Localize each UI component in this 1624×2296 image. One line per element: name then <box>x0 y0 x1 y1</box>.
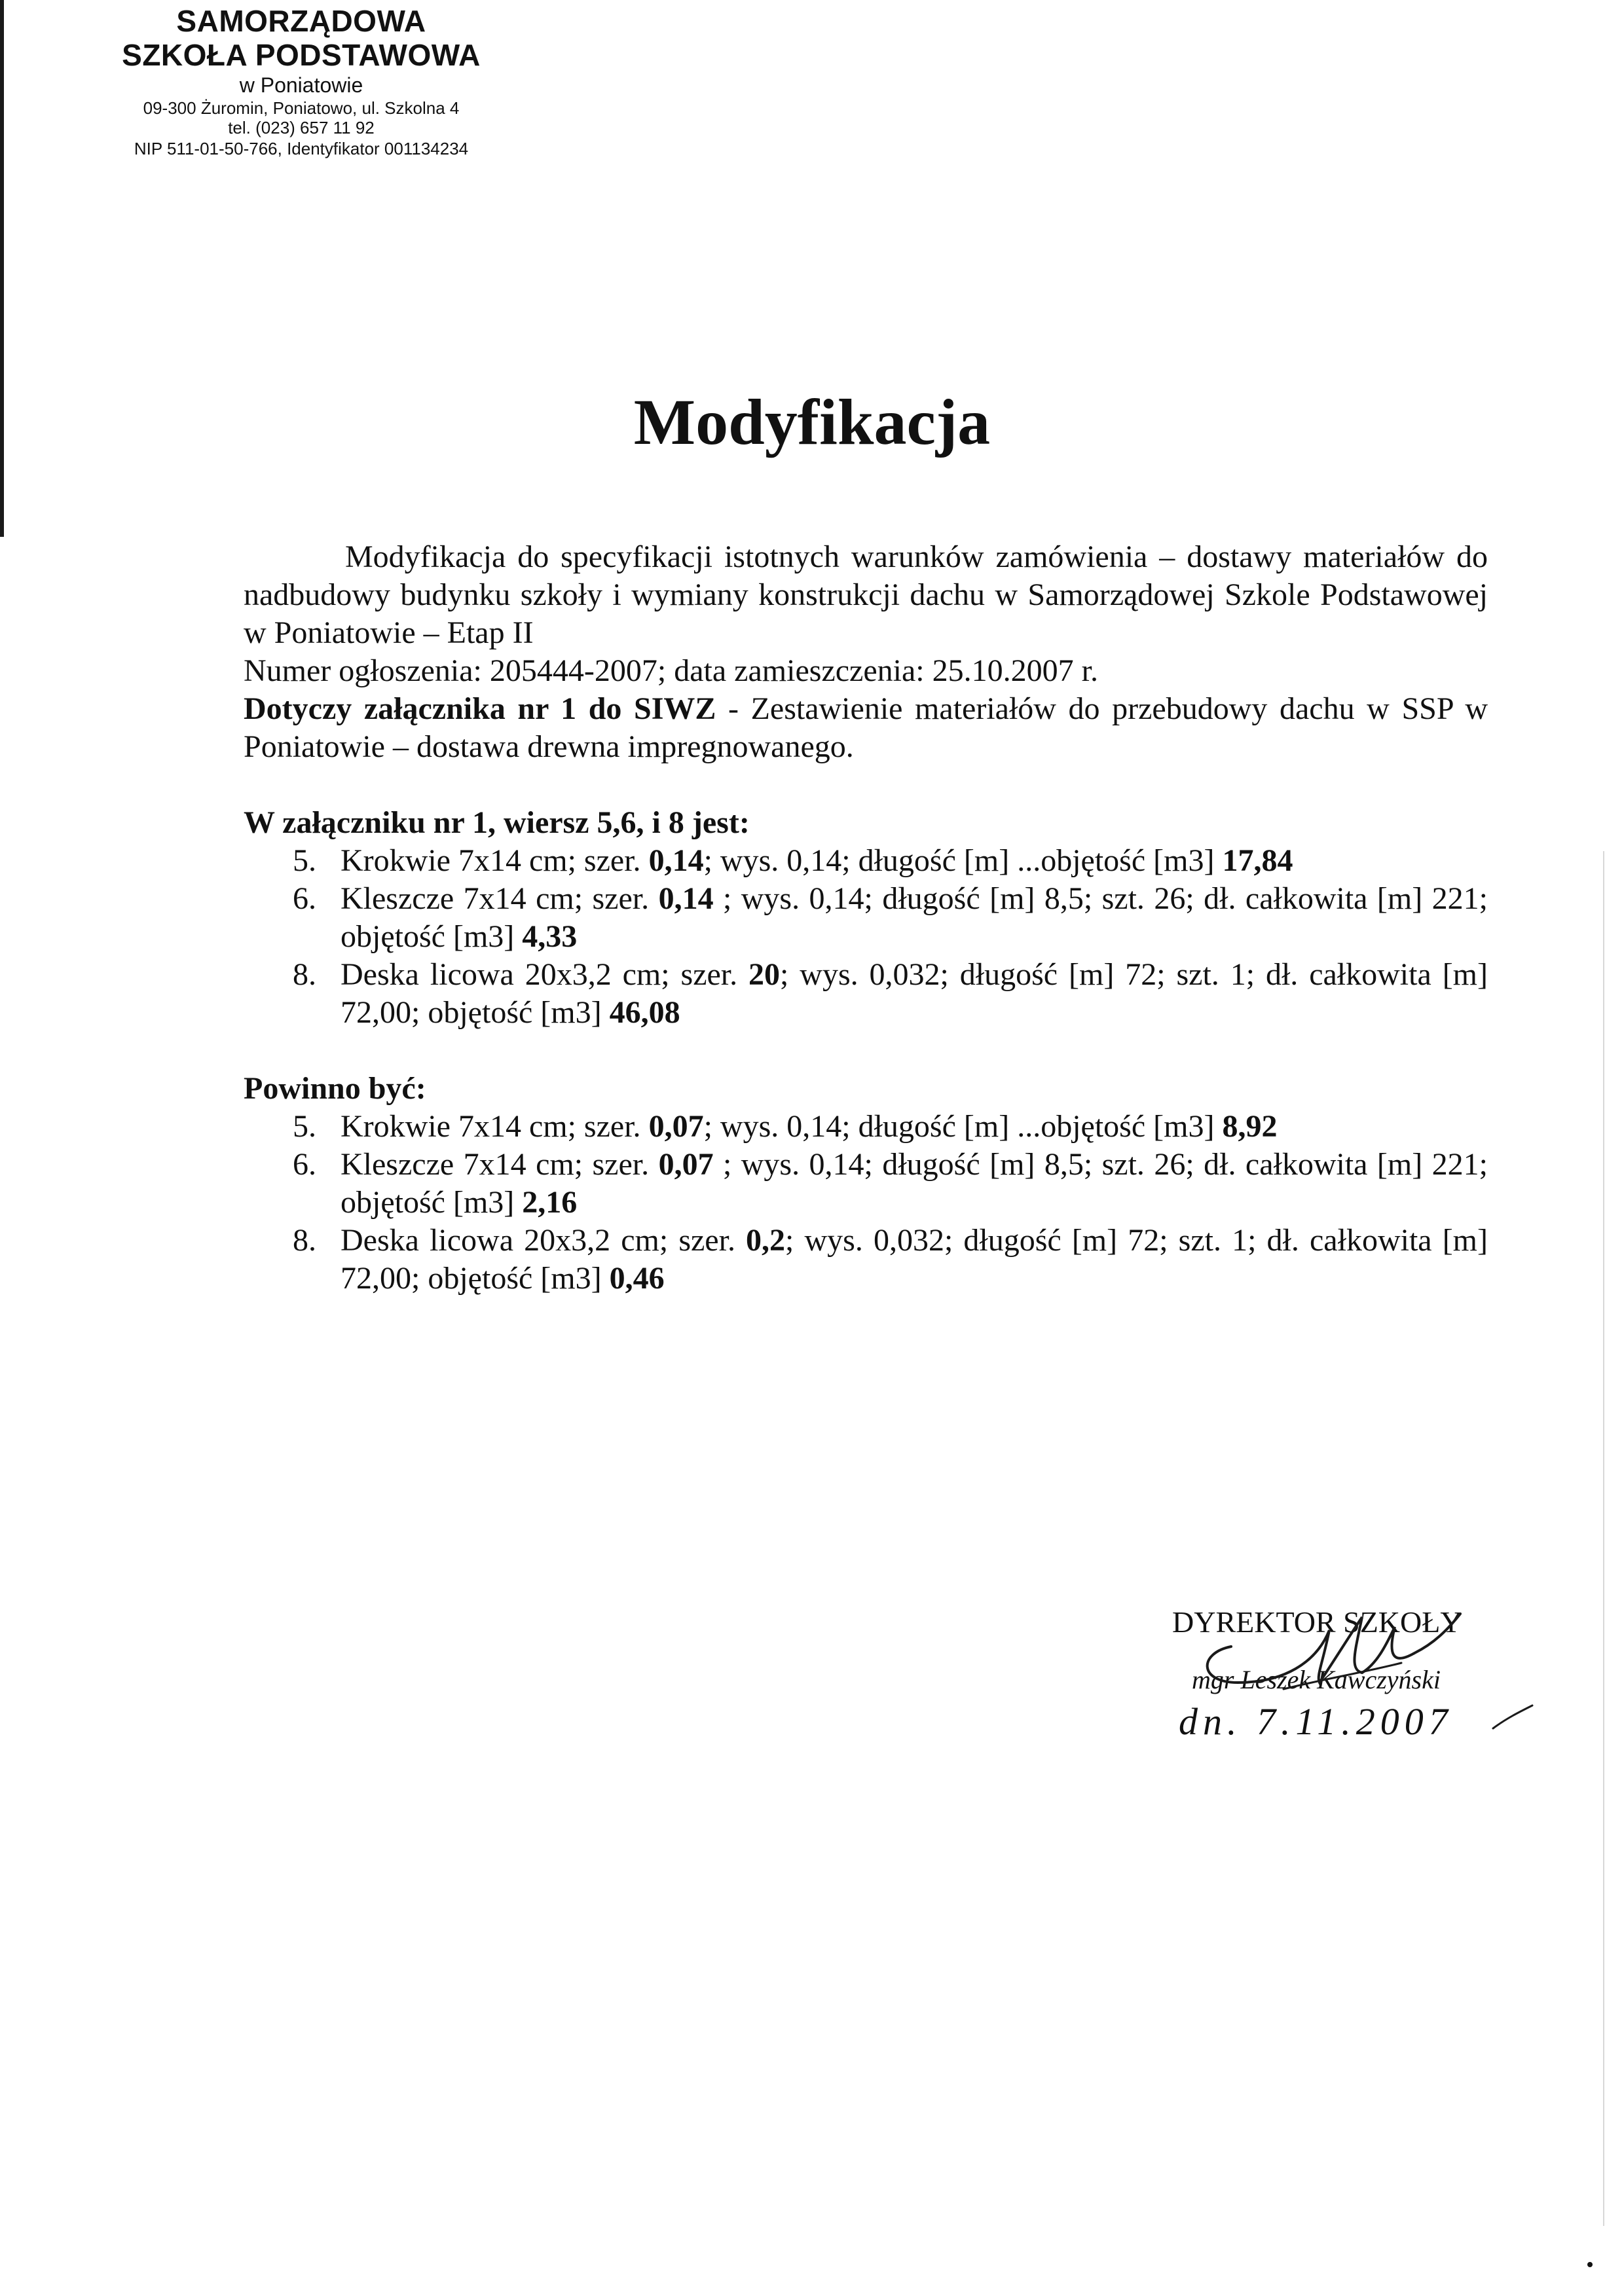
item-volume-value: 2,16 <box>522 1185 578 1220</box>
current-values-heading: W załączniku nr 1, wiersz 5,6, i 8 jest: <box>244 805 750 840</box>
corrected-values-list <box>244 1108 1488 1298</box>
handwritten-signature <box>1153 1591 1559 1761</box>
item-text-rest: ; wys. 0,14; długość [m] 8,5; szt. 26; dł. całkowita [m] 221; objętość [m3] <box>341 881 1488 954</box>
item-number: 5. <box>293 843 316 878</box>
item-text: Krokwie 7x14 cm; szer. <box>341 843 649 878</box>
stamp-line-1: SAMORZĄDOWA <box>176 4 426 38</box>
item-width-value: 0,14 <box>658 881 714 916</box>
item-text: Kleszcze 7x14 cm; szer. <box>341 1147 659 1182</box>
item-text-rest: ; wys. 0,14; długość [m] 8,5; szt. 26; dł. całkowita [m] 221; objętość [m3] <box>341 1147 1488 1220</box>
item-volume-value: 8,92 <box>1222 1109 1278 1144</box>
item-width-value: 0,07 <box>658 1147 714 1182</box>
item-number: 5. <box>293 1109 316 1144</box>
item-number: 6. <box>293 881 316 916</box>
item-text-rest: ; wys. 0,032; długość [m] 72; szt. 1; dł. całkowita [m] 72,00; objętość [m3] <box>341 1223 1488 1296</box>
item-volume-value: 46,08 <box>609 995 680 1030</box>
item-width-value: 20 <box>748 957 781 992</box>
item-text: Krokwie 7x14 cm; szer. <box>341 1109 649 1144</box>
signature-date: dn. 7.11.2007 <box>1179 1700 1453 1743</box>
item-text-rest: ; wys. 0,14; długość [m] ...objętość [m3] <box>703 1109 1223 1144</box>
item-text: Deska licowa 20x3,2 cm; szer. <box>341 957 749 992</box>
scan-edge-right <box>1603 851 1604 2226</box>
item-width-value: 0,14 <box>648 843 704 878</box>
stamp-address: 09-300 Żuromin, Poniatowo, ul. Szkolna 4 <box>143 98 460 118</box>
item-width-value: 0,2 <box>746 1223 786 1258</box>
school-header-stamp <box>72 4 530 160</box>
attachment-reference: Dotyczy załącznika nr 1 do SIWZ <box>244 691 716 726</box>
item-text-rest: ; wys. 0,032; długość [m] 72; szt. 1; dł. całkowita [m] 72,00; objętość [m3] <box>341 957 1488 1030</box>
item-number: 8. <box>293 1223 316 1258</box>
scan-dot <box>1587 2262 1593 2267</box>
list-item <box>244 842 1488 880</box>
list-item <box>244 1222 1488 1298</box>
list-item <box>244 880 1488 956</box>
intro-paragraph <box>244 538 1488 766</box>
list-item <box>244 956 1488 1032</box>
item-volume-value: 0,46 <box>609 1261 665 1296</box>
signature-block <box>1153 1591 1559 1761</box>
stamp-line-3: w Poniatowie <box>239 73 363 97</box>
stamp-phone: tel. (023) 657 11 92 <box>228 118 375 137</box>
item-number: 6. <box>293 1147 316 1182</box>
item-text-rest: ; wys. 0,14; długość [m] ...objętość [m3] <box>703 843 1223 878</box>
intro-text: Modyfikacja do specyfikacji istotnych warunków zamówienia – dostawy materiałów do nadbudowy budynku szkoły i wymiany konstrukcji dachu w Samorządowej Szkole Podstawowej w Poniatowie – Etap II <box>244 539 1488 650</box>
document-title: Modyfikacja <box>633 386 991 458</box>
item-width-value: 0,07 <box>648 1109 704 1144</box>
document-body <box>244 538 1488 1298</box>
stamp-line-2: SZKOŁA PODSTAWOWA <box>122 38 481 72</box>
item-volume-value: 17,84 <box>1222 843 1293 878</box>
signature-title: DYREKTOR SZKOŁY <box>1172 1605 1462 1639</box>
stamp-nip: NIP 511-01-50-766, Identyfikator 001134234 <box>134 139 469 158</box>
item-text: Deska licowa 20x3,2 cm; szer. <box>341 1223 747 1258</box>
attachment-description: - Zestawienie materiałów do przebudowy dachu w SSP w Poniatowie – dostawa drewna impregnowanego. <box>244 691 1488 764</box>
item-number: 8. <box>293 957 316 992</box>
current-values-list <box>244 842 1488 1032</box>
announcement-number: Numer ogłoszenia: 205444-2007; data zamieszczenia: 25.10.2007 r. <box>244 653 1098 688</box>
item-volume-value: 4,33 <box>522 919 578 954</box>
corrected-values-heading: Powinno być: <box>244 1071 426 1106</box>
list-item <box>244 1108 1488 1146</box>
item-text: Kleszcze 7x14 cm; szer. <box>341 881 659 916</box>
list-item <box>244 1146 1488 1222</box>
signature-name: mgr Leszek Kawczyński <box>1192 1665 1441 1694</box>
